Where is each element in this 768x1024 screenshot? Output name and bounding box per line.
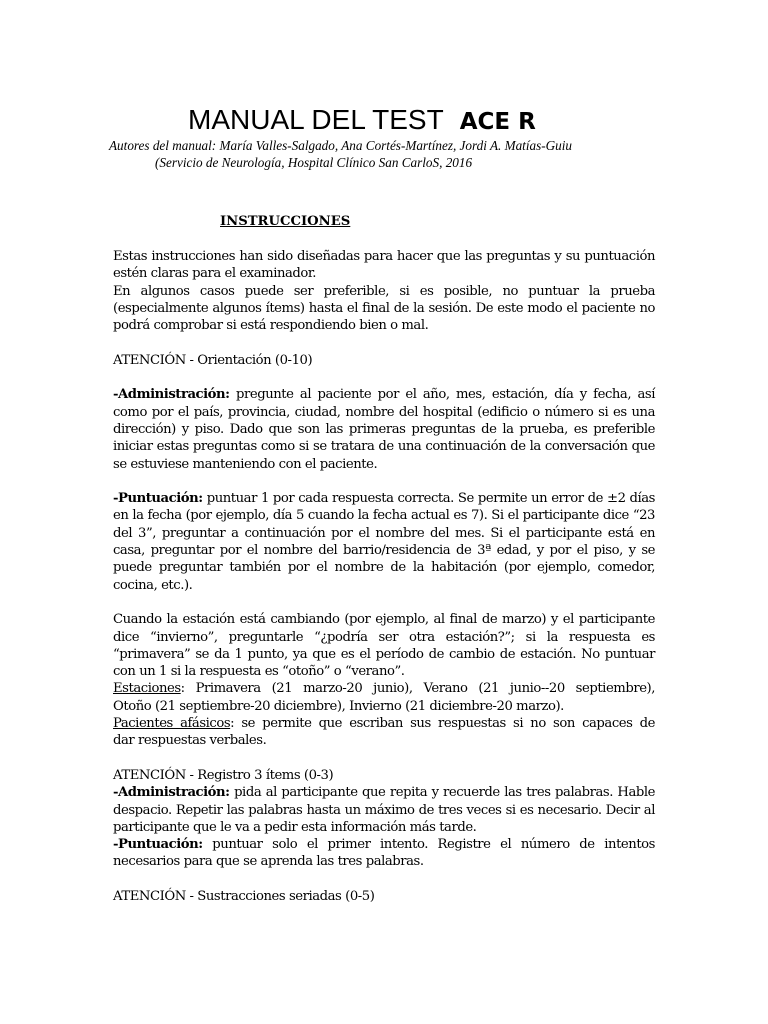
scoring-text: puntuar solo el primer intento. Registre el número de intentos necesarios para que se aprenda las tres palabras. bbox=[113, 837, 655, 870]
scoring-text: puntuar 1 por cada respuesta correcta. Se permite un error de ±2 días en la fecha (por ejemplo, día 5 cuando la fecha actual es 7). Si el participante dice “23 del 3”, preguntar a continuación por el nombre del mes. Si el participante está en casa, preguntar por el nombre del barrio/residencia de 3ª edad, y por el piso, y se puede preguntar también por el nombre de la habitación (por ejemplo, comedor, cocina, etc.). bbox=[113, 491, 655, 593]
title-test-code: ACE R bbox=[459, 109, 536, 135]
seasons-line-1: : Primavera (21 marzo-20 junio), Verano (21 junio--20 septiembre), bbox=[180, 681, 655, 697]
intro-paragraph-2: En algunos casos puede ser preferible, si es posible, no puntuar la prueba (especialmente algunos ítems) hasta el final de la sesión. De este modo el paciente no podrá comprobar si está respondiendo bien o mal. bbox=[113, 283, 655, 334]
document-title bbox=[188, 104, 536, 136]
aphasic-note bbox=[113, 715, 655, 750]
title-main: MANUAL DEL TEST bbox=[188, 104, 444, 135]
administration-label: -Administración: bbox=[113, 785, 230, 801]
registration-section-title: ATENCIÓN - Registro 3 ítems (0-3) bbox=[113, 767, 334, 783]
administration-text: pida al participante que repita y recuerde las tres palabras. Hable despacio. Repetir las palabras hasta un máximo de tres veces si es necesario. Decir al participante que le va a pedir esta información más tarde. bbox=[113, 785, 655, 835]
intro-paragraph-1: Estas instrucciones han sido diseñadas para hacer que las preguntas y su puntuación estén claras para el examinador. bbox=[113, 249, 655, 282]
aphasic-line-2: dar respuestas verbales. bbox=[113, 733, 267, 749]
season-change-paragraph: Cuando la estación está cambiando (por ejemplo, al final de marzo) y el participante dice “invierno”, preguntarle “¿podría ser otra estación?”; si la respuesta es “primavera” se da 1 punto, ya que es el período de cambio de estación. No puntuar con un 1 si la respuesta es “otoño” o “verano”. bbox=[113, 612, 655, 680]
scoring-label: -Puntuación: bbox=[113, 837, 203, 853]
seasons-line-2: Otoño (21 septiembre-20 diciembre), Invierno (21 diciembre-20 marzo). bbox=[113, 698, 564, 714]
administration-text: pregunte al paciente por el año, mes, estación, día y fecha, así como por el país, provincia, ciudad, nombre del hospital (edificio o número si es una dirección) y piso. Dado que son las primeras preguntas de la prueba, es preferible iniciar estas preguntas como si se tratara de una continuación de la conversación que se estuviese manteniendo con el paciente. bbox=[113, 387, 655, 472]
affiliation-line: (Servicio de Neurología, Hospital Clínico San CarloS, 2016 bbox=[155, 155, 473, 170]
registration-scoring bbox=[113, 836, 655, 871]
administration-label: -Administración: bbox=[113, 387, 230, 403]
aphasic-line-1: : se permite que escriban sus respuestas si no son capaces de bbox=[230, 716, 655, 732]
orientation-administration bbox=[113, 386, 655, 472]
document-body bbox=[113, 248, 655, 905]
scoring-label: -Puntuación: bbox=[113, 491, 203, 507]
registration-administration bbox=[113, 784, 655, 836]
orientation-scoring bbox=[113, 490, 655, 594]
serial-subtraction-section-title: ATENCIÓN - Sustracciones seriadas (0-5) bbox=[113, 888, 375, 904]
seasons-note bbox=[113, 680, 655, 715]
orientation-section-title: ATENCIÓN - Orientación (0-10) bbox=[113, 352, 313, 368]
authors-line: Autores del manual: María Valles-Salgado, Ana Cortés-Martínez, Jordi A. Matías-Guiu bbox=[109, 138, 572, 153]
aphasic-label: Pacientes afásicos bbox=[113, 716, 231, 732]
instructions-heading: INSTRUCCIONES bbox=[220, 214, 351, 229]
seasons-label: Estaciones bbox=[113, 681, 181, 697]
